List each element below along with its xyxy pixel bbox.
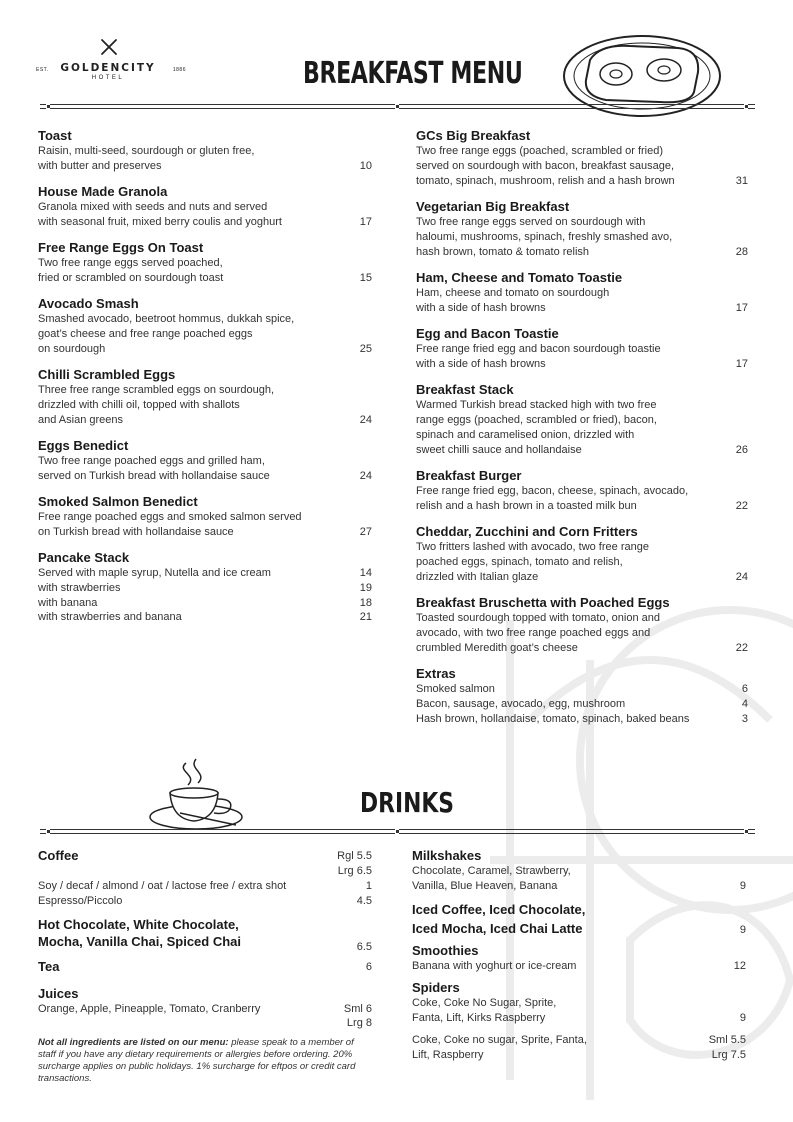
menu-item-desc: Two free range poached eggs and grilled ham, (38, 455, 265, 467)
menu-item-desc: on sourdough (38, 343, 106, 355)
menu-item-desc: Two free range eggs served poached, (38, 257, 223, 269)
logo-year: 1886 (172, 67, 186, 73)
cutlery-icon (100, 38, 118, 56)
menu-item (416, 325, 748, 372)
menu-item (38, 127, 372, 174)
price-row: Bacon, sausage, avocado, egg, mushroom 4 (416, 697, 748, 710)
drink-name-line: Hot Chocolate, White Chocolate, (38, 916, 239, 932)
drinks-title: DRINKS (360, 786, 455, 819)
menu-group (38, 549, 372, 625)
menu-item-price: 22 (735, 642, 748, 654)
drink-spiders: Spiders Coke, Coke No Sugar, Sprite, Fanta, Lift, Kirks Raspberry 9 (412, 980, 746, 1024)
drink-name: Spiders (412, 980, 460, 995)
menu-item (416, 467, 748, 514)
menu-item-desc: with a side of hash browns (416, 302, 546, 314)
drink-soft: Coke, Coke no sugar, Sprite, Fanta, Lift, Raspberry Sml 5.5 Lrg 7.5 (412, 1034, 746, 1061)
logo-sub: HOTEL (91, 75, 125, 81)
coffee-cup-illustration (146, 755, 246, 835)
menu-item-desc: sweet chilli sauce and hollandaise (416, 444, 582, 456)
divider-top (40, 104, 755, 110)
menu-item-desc: tomato, spinach, mushroom, relish and a hash brown (416, 175, 675, 187)
drink-coffee (38, 847, 372, 879)
menu-item-name: House Made Granola (38, 184, 168, 199)
coffee-option-row: Espresso/Piccolo 4.5 (38, 894, 372, 907)
menu-item-desc: Ham, cheese and tomato on sourdough (416, 287, 610, 299)
logo-name: GOLDENCITY (60, 62, 156, 74)
menu-item-desc: avocado, with two free range poached eggs and (416, 627, 651, 639)
menu-item-desc: haloumi, mushrooms, spinach, freshly smashed avo, (416, 231, 673, 243)
menu-item-desc: Three free range scrambled eggs on sourdough, (38, 384, 275, 396)
menu-item-name: Egg and Bacon Toastie (416, 326, 559, 341)
price-row: with banana 18 (38, 596, 372, 609)
drink-name: Smoothies (412, 943, 479, 958)
drink-price-regular: Rgl 5.5 (337, 850, 372, 862)
menu-item-desc: relish and a hash brown in a toasted milk bun (416, 500, 637, 512)
menu-item-name: Vegetarian Big Breakfast (416, 199, 570, 214)
menu-item-price: 24 (359, 470, 372, 482)
drink-price: 12 (733, 960, 746, 972)
menu-item (416, 594, 748, 656)
menu-item-desc: poached eggs, spinach, tomato and relish, (416, 556, 623, 568)
menu-item-desc: Raisin, multi-seed, sourdough or gluten free, (38, 145, 255, 157)
price-row: Smoked salmon 6 (416, 683, 748, 695)
price-row: with strawberries and banana 21 (38, 611, 372, 624)
drink-price: 9 (739, 1012, 746, 1024)
menu-item (38, 183, 372, 230)
drink-price-large: Lrg 7.5 (711, 1048, 746, 1061)
menu-item (416, 381, 748, 458)
drink-name: Tea (38, 958, 60, 974)
drinks-right-column (412, 847, 746, 1063)
menu-item-name: Free Range Eggs On Toast (38, 240, 204, 255)
menu-item-price: 26 (735, 444, 748, 456)
menu-item-name: Ham, Cheese and Tomato Toastie (416, 270, 623, 285)
coffee-option-row: Soy / decaf / almond / oat / lactose free / extra shot 1 (38, 880, 372, 892)
menu-item-price: 24 (735, 571, 748, 583)
menu-item (416, 198, 748, 260)
menu-item-price: 17 (735, 358, 748, 370)
menu-item-desc: and Asian greens (38, 414, 124, 426)
divider-drinks (40, 829, 755, 835)
menu-item-name: Avocado Smash (38, 296, 139, 311)
drink-price: 6.5 (356, 940, 372, 953)
drink-iced: Iced Coffee, Iced Chocolate, Iced Mocha, Iced Chai Latte 9 (412, 902, 746, 936)
menu-item (38, 239, 372, 286)
menu-item-name: Breakfast Bruschetta with Poached Eggs (416, 595, 670, 610)
menu-item (416, 269, 748, 316)
menu-item-name: Chilli Scrambled Eggs (38, 367, 176, 382)
menu-item (38, 366, 372, 428)
price-row: Hash brown, hollandaise, tomato, spinach, baked beans 3 (416, 712, 748, 725)
menu-item-name: Smoked Salmon Benedict (38, 494, 198, 509)
menu-group-name: Pancake Stack (38, 550, 130, 565)
menu-group-name: Extras (416, 666, 456, 681)
price-row: with strawberries 19 (38, 581, 372, 594)
drink-name-line: Mocha, Vanilla Chai, Spiced Chai (38, 933, 241, 949)
drink-hot-chocolate (38, 916, 372, 953)
menu-item-desc: Free range poached eggs and smoked salmon served (38, 511, 302, 523)
menu-item-price: 27 (359, 526, 372, 538)
menu-item-name: Cheddar, Zucchini and Corn Fritters (416, 524, 638, 539)
menu-item-desc: with a side of hash browns (416, 358, 546, 370)
menu-item-name: Eggs Benedict (38, 438, 129, 453)
menu-item-desc: crumbled Meredith goat’s cheese (416, 642, 578, 654)
menu-item-desc: Warmed Turkish bread stacked high with two free (416, 399, 657, 411)
menu-item-desc: range eggs (poached, scrambled or fried), bacon, (416, 414, 657, 426)
drink-price: 9 (739, 924, 746, 936)
hotel-logo (28, 38, 188, 81)
menu-item-desc: drizzled with chilli oil, topped with shallots (38, 399, 240, 411)
menu-item-price: 24 (359, 414, 372, 426)
price-row: Served with maple syrup, Nutella and ice cream 14 (38, 567, 372, 579)
breakfast-right-column (416, 127, 748, 726)
drink-juices (38, 985, 372, 1030)
menu-item-desc: with seasonal fruit, mixed berry coulis and yoghurt (38, 216, 282, 228)
menu-item-desc: Toasted sourdough topped with tomato, onion and (416, 612, 661, 624)
menu-item-desc: fried or scrambled on sourdough toast (38, 272, 224, 284)
menu-item-desc: Granola mixed with seeds and nuts and served (38, 201, 268, 213)
drink-smoothies: Smoothies Banana with yoghurt or ice-cream 12 (412, 943, 746, 972)
drink-name: Coffee (38, 848, 79, 863)
menu-item-desc: drizzled with Italian glaze (416, 571, 539, 583)
menu-item-desc: Smashed avocado, beetroot hommus, dukkah spice, (38, 313, 295, 325)
menu-item-desc: spinach and caramelised onion, drizzled with (416, 429, 635, 441)
menu-item-name: Toast (38, 128, 72, 143)
menu-item (416, 127, 748, 189)
menu-item-price: 22 (735, 500, 748, 512)
menu-item-price: 10 (359, 160, 372, 172)
menu-item-name: Breakfast Stack (416, 382, 514, 397)
menu-item (38, 437, 372, 484)
menu-item-desc: goat’s cheese and free range poached eggs (38, 328, 253, 340)
drinks-left-column (38, 847, 372, 1085)
menu-item-price: 17 (735, 302, 748, 314)
menu-item-desc: Free range fried egg, bacon, cheese, spinach, avocado, (416, 485, 689, 497)
drink-price: 6 (365, 960, 372, 973)
menu-item-price: 25 (359, 343, 372, 355)
menu-item-price: 28 (735, 246, 748, 258)
dietary-note: Not all ingredients are listed on our menu: please speak to a member of staff if you have any dietary requirements or allergies before ordering. 20% surcharge applies on public holidays. 1% surcharge for eftpos or credit card transactions. (38, 1036, 356, 1084)
menu-item-desc: Two fritters lashed with avocado, two free range (416, 541, 649, 553)
breakfast-left-column (38, 127, 372, 625)
menu-item-name: GCs Big Breakfast (416, 128, 531, 143)
menu-item-desc: on Turkish bread with hollandaise sauce (38, 526, 234, 538)
menu-item (38, 493, 372, 540)
menu-item-desc: served on Turkish bread with hollandaise sauce (38, 470, 270, 482)
menu-item-desc: hash brown, tomato & tomato relish (416, 246, 590, 258)
menu-item-desc: served on sourdough with bacon, breakfast sausage, (416, 160, 675, 172)
menu-group (416, 665, 748, 726)
page-title: BREAKFAST MENU (303, 56, 523, 91)
drink-name: Milkshakes (412, 848, 482, 863)
menu-item-name: Breakfast Burger (416, 468, 522, 483)
menu-item-price: 17 (359, 216, 372, 228)
logo-est: EST. (36, 67, 49, 73)
menu-item (38, 295, 372, 357)
drink-price: 9 (739, 880, 746, 892)
drink-price-small: Sml 6 (343, 1002, 372, 1015)
drink-milkshakes: Milkshakes Chocolate, Caramel, Strawberry, Vanilla, Blue Heaven, Banana 9 (412, 848, 746, 892)
menu-item-desc: Two free range eggs served on sourdough with (416, 216, 646, 228)
drink-price-large: Lrg 8 (346, 1017, 372, 1030)
menu-item-price: 31 (735, 175, 748, 187)
drink-price-small: Sml 5.5 (708, 1034, 746, 1046)
menu-item-price: 15 (359, 272, 372, 284)
drink-desc: Orange, Apple, Pineapple, Tomato, Cranberry (38, 1002, 261, 1015)
drink-name: Juices (38, 985, 79, 1001)
menu-item-desc: Two free range eggs (poached, scrambled or fried) (416, 145, 664, 157)
menu-item-desc: Free range fried egg and bacon sourdough toastie (416, 343, 661, 355)
drink-price-large: Lrg 6.5 (337, 864, 372, 877)
menu-item-desc: with butter and preserves (38, 160, 162, 172)
drink-tea (38, 958, 372, 975)
menu-item (416, 523, 748, 585)
